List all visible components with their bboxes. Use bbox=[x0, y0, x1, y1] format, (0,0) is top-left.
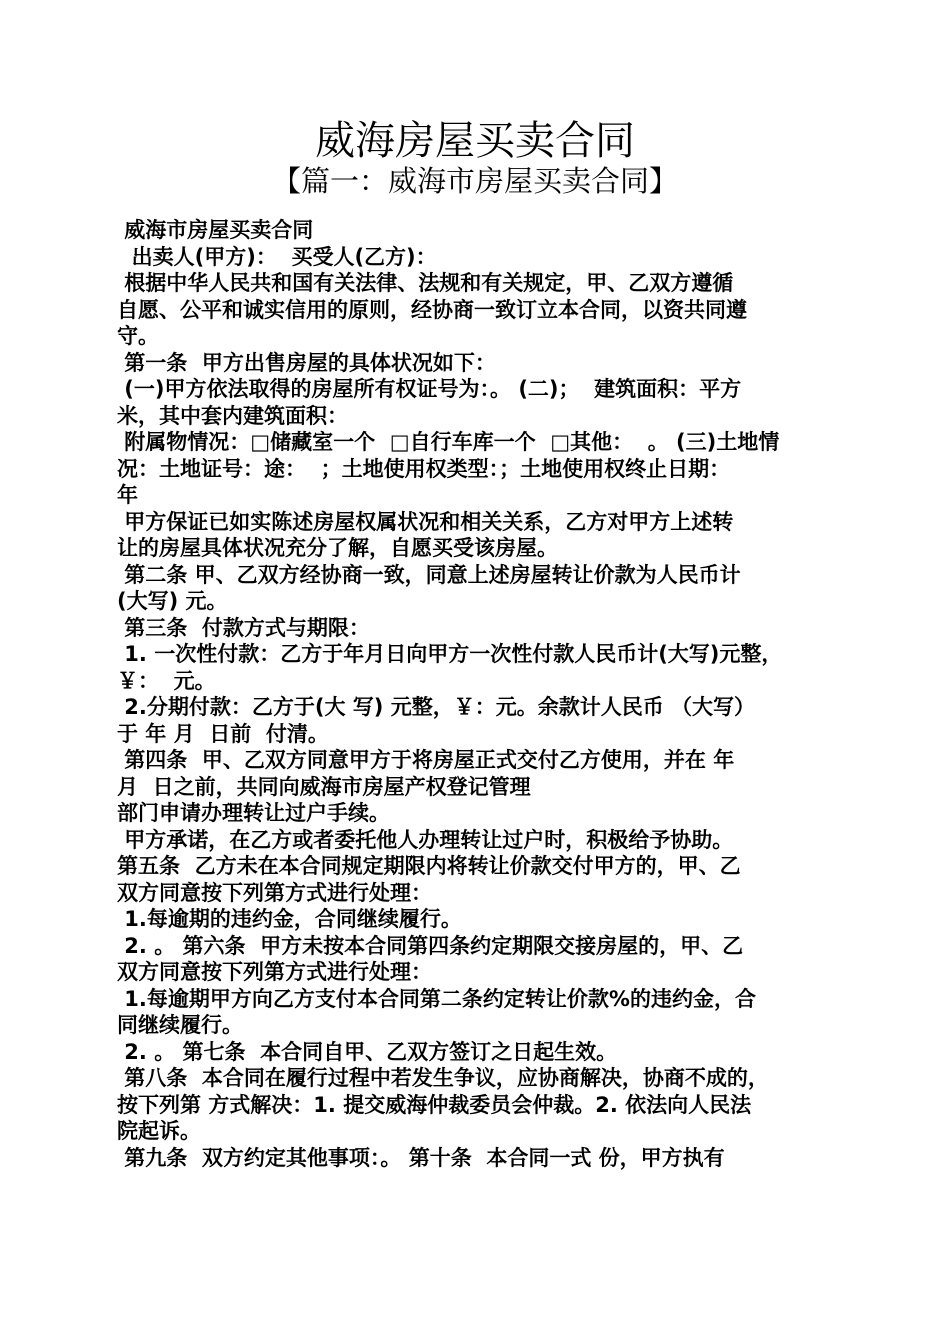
body-line: 第二条 甲、乙双方经协商一致，同意上述房屋转让价款为人民币计 bbox=[117, 562, 741, 587]
body-line: 威海市房屋买卖合同 bbox=[117, 218, 314, 242]
body-line: 自愿、公平和诚实信用的原则，经协商一致订立本合同，以资共同遵 bbox=[117, 297, 747, 322]
body-line: 第一条 甲方出售房屋的具体状况如下： bbox=[117, 350, 496, 375]
body-line: 第八条 本合同在履行过程中若发生争议，应协商解决，协商不成的， bbox=[117, 1066, 769, 1090]
body-line: 2. 。 第七条 本合同自甲、乙双方签订之日起生效。 bbox=[117, 1039, 618, 1064]
body-line: 甲方保证已如实陈述房屋权属状况和相关关系，乙方对甲方上述转 bbox=[117, 509, 734, 534]
body-line: 年 bbox=[117, 483, 138, 507]
body-line: 双方同意按下列第方式进行处理： bbox=[117, 960, 432, 984]
body-line: 部门申请办理转让过户手续。 bbox=[117, 801, 390, 825]
body-line: 况：土地证号：途： ；土地使用权类型：；土地使用权终止日期： bbox=[117, 456, 731, 481]
body-line: 1.每逾期甲方向乙方支付本合同第二条约定转让价款%的违约金，合 bbox=[117, 986, 756, 1011]
body-line: 同继续履行。 bbox=[117, 1013, 243, 1037]
body-line: ￥： 元。 bbox=[117, 668, 216, 693]
page-title: 威海房屋买卖合同 bbox=[315, 118, 635, 164]
body-line: 于 年 月 日前 付清。 bbox=[117, 721, 329, 746]
page-subtitle: 【篇一：威海市房屋买卖合同】 bbox=[271, 164, 678, 198]
body-line: 第九条 双方约定其他事项：。 第十条 本合同一式 份，甲方执有 bbox=[117, 1145, 725, 1170]
contract-body bbox=[117, 217, 847, 1171]
body-line: 2.分期付款：乙方于(大 写) 元整，￥：元。余款计人民币 （大写） bbox=[117, 695, 756, 719]
body-line: 让的房屋具体状况充分了解，自愿买受该房屋。 bbox=[117, 536, 558, 560]
body-line: 甲方承诺，在乙方或者委托他人办理转让过户时，积极给予协助。 bbox=[117, 827, 734, 852]
body-line: 按下列第 方式解决：1. 提交威海仲裁委员会仲裁。2. 依法向人民法 bbox=[117, 1092, 752, 1117]
body-line: 第三条 付款方式与期限： bbox=[117, 615, 370, 640]
body-line: (一)甲方依法取得的房屋所有权证号为：。 (二)； 建筑面积：平方 bbox=[117, 377, 742, 401]
body-line: 院起诉。 bbox=[117, 1119, 201, 1143]
body-line: 1.每逾期的违约金，合同继续履行。 bbox=[117, 907, 462, 931]
body-line: 第五条 乙方未在本合同规定期限内将转让价款交付甲方的，甲、乙 bbox=[117, 854, 741, 878]
body-line: 出卖人(甲方)： 买受人(乙方)： bbox=[117, 244, 437, 269]
body-line: 2. 。 第六条 甲方未按本合同第四条约定期限交接房屋的，甲、乙 bbox=[117, 933, 744, 958]
body-line: (大写) 元。 bbox=[117, 589, 228, 613]
body-line: 月 日之前，共同向威海市房屋产权登记管理 bbox=[117, 774, 531, 799]
body-line: 第四条 甲、乙双方同意甲方于将房屋正式交付乙方使用，并在 年 bbox=[117, 748, 735, 772]
body-line: 1. 一次性付款：乙方于年月日向甲方一次性付款人民币计(大写)元整， bbox=[117, 642, 783, 666]
body-line: 根据中华人民共和国有关法律、法规和有关规定，甲、乙双方遵循 bbox=[117, 271, 734, 295]
body-line: 米，其中套内建筑面积： bbox=[117, 403, 348, 428]
body-line: 双方同意按下列第方式进行处理： bbox=[117, 880, 432, 905]
body-line: 附属物情况：□储藏室一个 □自行车库一个 □其他： 。 (三)土地情 bbox=[117, 430, 780, 454]
body-line: 守。 bbox=[117, 324, 159, 348]
